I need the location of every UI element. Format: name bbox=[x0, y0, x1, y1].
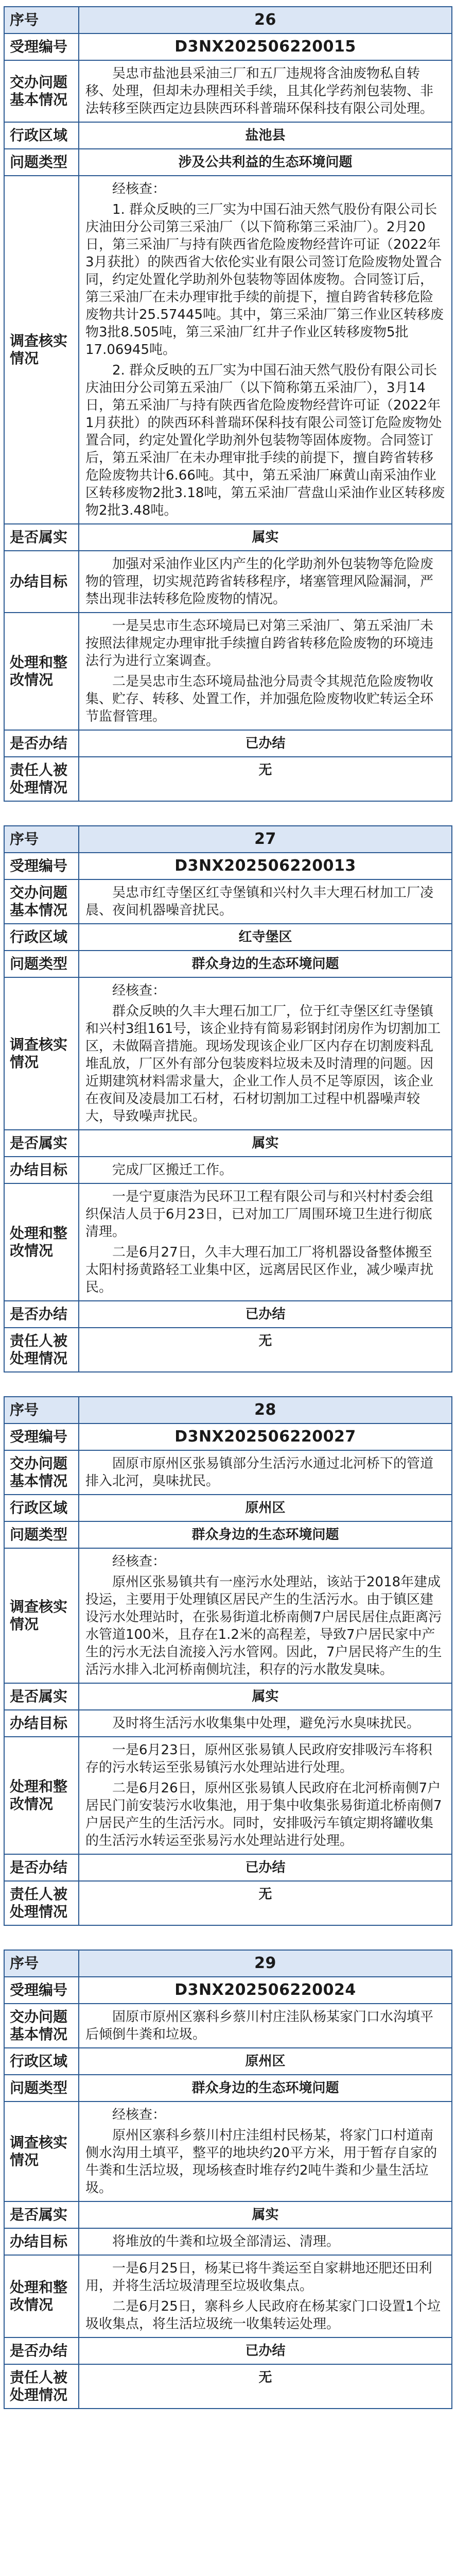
region-value: 原州区 bbox=[245, 1500, 286, 1516]
valid-row bbox=[5, 1683, 451, 1709]
closed-label: 是否办结 bbox=[5, 1301, 79, 1327]
accountability-label: 责任人被处理情况 bbox=[5, 1882, 79, 1925]
code-value: D3NX202506220027 bbox=[174, 1428, 356, 1446]
closed-label: 是否办结 bbox=[5, 2338, 79, 2364]
closed-value: 已办结 bbox=[245, 736, 286, 751]
closed-value: 已办结 bbox=[245, 2343, 286, 2359]
region-label: 行政区域 bbox=[5, 123, 79, 148]
survey-label: 调查核实情况 bbox=[5, 2102, 79, 2201]
survey-value bbox=[79, 1549, 451, 1683]
valid-label: 是否属实 bbox=[5, 2202, 79, 2228]
goal-row bbox=[5, 2228, 451, 2255]
category-row bbox=[5, 2074, 451, 2101]
rectify-para: 二是吴忠市生态环境局盐池分局责令其规范危险废物收集、贮存、转移、处置工作，并加强危险废物收贮转运全环节监督管理。 bbox=[85, 674, 434, 724]
survey-label: 调查核实情况 bbox=[5, 176, 79, 523]
basic-row bbox=[5, 60, 451, 122]
category-label: 问题类型 bbox=[5, 1522, 79, 1548]
accountability-row bbox=[5, 1327, 451, 1371]
valid-label: 是否属实 bbox=[5, 1130, 79, 1156]
rectify-para: 二是6月27日，久丰大理石加工厂将机器设备整体搬至太阳村扬黄路轻工业集中区，远离居民区作业，减少噪声扰民。 bbox=[85, 1245, 434, 1295]
goal-text: 及时将生活污水收集集中处理，避免污水臭味扰民。 bbox=[112, 1716, 420, 1731]
goal-text: 加强对采油作业区内产生的化学助剂外包装物等危险废物的管理，切实规范跨省转移程序，堵塞管理风险漏洞，严禁出现非法转移危险废物的情况。 bbox=[85, 556, 434, 607]
accountability-value: 无 bbox=[258, 762, 272, 778]
category-label: 问题类型 bbox=[5, 951, 79, 977]
goal-text: 完成厂区搬迁工作。 bbox=[112, 1162, 233, 1178]
basic-value bbox=[79, 880, 451, 923]
code-label: 受理编号 bbox=[5, 853, 79, 879]
accountability-value: 无 bbox=[258, 1333, 272, 1349]
rectify-value bbox=[79, 2256, 451, 2337]
goal-text: 将堆放的牛粪和垃圾全部清运、清理。 bbox=[112, 2234, 340, 2249]
survey-para: 经核查： bbox=[112, 181, 166, 197]
survey-para: 原州区寨科乡蔡川村庄洼组村民杨某，将家门口村道南侧水沟用土填平，整平的地块约20平方米，用于暂存自家的牛粪和生活垃圾，现场核查时堆存约2吨牛粪和少量生活垃圾。 bbox=[85, 2128, 437, 2196]
survey-para: 经核查： bbox=[112, 2107, 166, 2123]
basic-text: 固原市原州区寨科乡蔡川村庄洼队杨某家门口水沟填平后倾倒牛粪和垃圾。 bbox=[85, 2009, 434, 2042]
goal-label: 办结目标 bbox=[5, 2229, 79, 2255]
survey-value bbox=[79, 176, 451, 523]
rectify-row bbox=[5, 612, 451, 730]
category-label: 问题类型 bbox=[5, 2075, 79, 2101]
code-value: D3NX202506220015 bbox=[174, 38, 356, 56]
accountability-value: 无 bbox=[258, 1887, 272, 1902]
survey-para: 1. 群众反映的三厂实为中国石油天然气股份有限公司长庆油田分公司第三采油厂（以下简称第三采油厂）。2月20日，第三采油厂与持有陕西省危险废物经营许可证（2022年3月获批）的陕西省大依伦实业有限公司签订危险废物处置合同，约定处置化学助剂外包装物等固体废物。合同签订后，第三采油厂在未办理审批手续的前提下，擅自跨省转移危险废物共计25.57445吨。其中，第三采油厂第三作业区转移废物3批8.505吨，第三采油厂红井子作业区转移废物5批17.06945吨。 bbox=[85, 202, 444, 358]
seq-label: 序号 bbox=[5, 826, 79, 852]
category-row bbox=[5, 950, 451, 977]
closed-row bbox=[5, 1300, 451, 1327]
survey-row bbox=[5, 175, 451, 523]
valid-row bbox=[5, 2201, 451, 2228]
code-value: D3NX202506220024 bbox=[174, 1981, 356, 1999]
accountability-value: 无 bbox=[258, 2370, 272, 2385]
survey-value bbox=[79, 978, 451, 1129]
seq-value: 29 bbox=[79, 1951, 451, 1976]
survey-label: 调查核实情况 bbox=[5, 978, 79, 1129]
basic-text: 吴忠市盐池县采油三厂和五厂违规将含油废物私自转移、处理，但却未办理相关手续，且其化学药剂包装物、非法转移至陕西定边县陕西环科普瑞环保科技有限公司处理。 bbox=[85, 66, 434, 116]
code-row bbox=[5, 1423, 451, 1450]
closed-value: 已办结 bbox=[245, 1860, 286, 1875]
category-value: 群众身边的生态环境问题 bbox=[191, 2080, 339, 2096]
valid-row bbox=[5, 523, 451, 550]
closed-row bbox=[5, 2337, 451, 2364]
basic-label: 交办问题基本情况 bbox=[5, 880, 79, 923]
survey-row bbox=[5, 2101, 451, 2201]
code-row bbox=[5, 33, 451, 60]
seq-label: 序号 bbox=[5, 1397, 79, 1423]
survey-para: 原州区张易镇共有一座污水处理站，该站于2018年建成投运，主要用于处理镇区居民产生的生活污水。由于镇区建设污水处理站时，在张易街道北桥南侧7户居民居住点距离污水管道100米，且存在1.2米的高程差，导致7户居民家中产生的污水无法自流接入污水管网。因此，7户居民将产生的生活污水排入北河桥南侧坑洼，积存的污水散发臭味。 bbox=[85, 1574, 442, 1677]
valid-row bbox=[5, 1129, 451, 1156]
seq-value: 27 bbox=[79, 826, 451, 852]
seq-row bbox=[5, 1951, 451, 1976]
closed-value: 已办结 bbox=[245, 1307, 286, 1322]
region-row bbox=[5, 1494, 451, 1521]
survey-row bbox=[5, 1548, 451, 1683]
code-value: D3NX202506220013 bbox=[174, 857, 356, 875]
code-row bbox=[5, 1976, 451, 2003]
region-label: 行政区域 bbox=[5, 1495, 79, 1521]
case-record-26 bbox=[4, 6, 452, 802]
valid-label: 是否属实 bbox=[5, 1684, 79, 1709]
seq-value: 26 bbox=[79, 7, 451, 33]
basic-value bbox=[79, 2004, 451, 2047]
valid-value: 属实 bbox=[252, 530, 279, 545]
rectify-value bbox=[79, 613, 451, 730]
accountability-row bbox=[5, 756, 451, 801]
code-label: 受理编号 bbox=[5, 34, 79, 60]
region-row bbox=[5, 122, 451, 148]
survey-para: 经核查： bbox=[112, 1554, 166, 1569]
basic-text: 吴忠市红寺堡区红寺堡镇和兴村久丰大理石材加工厂凌晨、夜间机器噪音扰民。 bbox=[85, 885, 434, 918]
rectify-label: 处理和整改情况 bbox=[5, 2256, 79, 2337]
region-label: 行政区域 bbox=[5, 2048, 79, 2074]
accountability-row bbox=[5, 2364, 451, 2408]
closed-label: 是否办结 bbox=[5, 731, 79, 756]
survey-row bbox=[5, 977, 451, 1129]
rectify-para: 二是6月25日，寨科乡人民政府在杨某家门口设置1个垃圾收集点，将生活垃圾统一收集转运处理。 bbox=[85, 2299, 441, 2332]
basic-row bbox=[5, 1450, 451, 1494]
goal-value bbox=[79, 1710, 451, 1736]
closed-row bbox=[5, 1854, 451, 1880]
goal-label: 办结目标 bbox=[5, 1157, 79, 1183]
code-label: 受理编号 bbox=[5, 1977, 79, 2003]
category-row bbox=[5, 1521, 451, 1548]
rectify-label: 处理和整改情况 bbox=[5, 1737, 79, 1854]
code-label: 受理编号 bbox=[5, 1424, 79, 1450]
goal-label: 办结目标 bbox=[5, 551, 79, 612]
basic-row bbox=[5, 2003, 451, 2047]
rectify-value bbox=[79, 1184, 451, 1300]
seq-row bbox=[5, 7, 451, 33]
category-value: 群众身边的生态环境问题 bbox=[191, 1527, 339, 1543]
goal-label: 办结目标 bbox=[5, 1710, 79, 1736]
rectify-para: 一是6月25日，杨某已将牛粪运至自家耕地还肥还田利用，并将生活垃圾清理至垃圾收集点。 bbox=[85, 2261, 432, 2294]
rectify-value bbox=[79, 1737, 451, 1854]
basic-label: 交办问题基本情况 bbox=[5, 61, 79, 122]
category-value: 涉及公共利益的生态环境问题 bbox=[178, 155, 353, 170]
rectify-para: 一是宁夏康浩为民环卫工程有限公司与和兴村村委会组织保洁人员于6月23日，已对加工厂周围环境卫生进行彻底清理。 bbox=[85, 1189, 434, 1240]
region-value: 盐池县 bbox=[245, 128, 286, 143]
goal-value bbox=[79, 2229, 451, 2255]
goal-row bbox=[5, 1709, 451, 1736]
region-row bbox=[5, 2047, 451, 2074]
rectify-label: 处理和整改情况 bbox=[5, 613, 79, 730]
basic-value bbox=[79, 61, 451, 122]
valid-value: 属实 bbox=[252, 2207, 279, 2223]
rectify-row bbox=[5, 1183, 451, 1300]
survey-para: 2. 群众反映的五厂实为中国石油天然气股份有限公司长庆油田分公司第五采油厂（以下简称第五采油厂），3月14日，第五采油厂与持有陕西省危险废物经营许可证（2022年1月获批）的陕西环科普瑞环保科技有限公司签订危险废物处置合同，约定处置化学助剂外包装物等固体废物。合同签订后，第五采油厂在未办理审批手续的前提下，擅自跨省转移危险废物共计6.66吨。其中，第五采油厂麻黄山南采油作业区转移废物2批3.18吨，第五采油厂营盘山采油作业区转移废物2批3.48吨。 bbox=[85, 363, 445, 518]
valid-value: 属实 bbox=[252, 1136, 279, 1151]
goal-row bbox=[5, 550, 451, 612]
closed-row bbox=[5, 730, 451, 756]
valid-label: 是否属实 bbox=[5, 524, 79, 550]
case-record-29 bbox=[4, 1950, 452, 2409]
survey-para: 群众反映的久丰大理石加工厂，位于红寺堡区红寺堡镇和兴村3组161号，该企业持有简易彩钢封闭房作为切割加工区，未做隔音措施。现场发现该企业厂区内存在切割废料乱堆乱放，厂区外有部分包装废料垃圾未及时清理的问题。因近期建筑材料需求量大，企业工作人员不足等原因，该企业在夜间及凌晨加工石材，石材切割加工过程中机器噪声较大，导致噪声扰民。 bbox=[85, 1004, 441, 1124]
accountability-label: 责任人被处理情况 bbox=[5, 1328, 79, 1371]
rectify-label: 处理和整改情况 bbox=[5, 1184, 79, 1300]
category-label: 问题类型 bbox=[5, 149, 79, 175]
basic-label: 交办问题基本情况 bbox=[5, 1451, 79, 1494]
basic-label: 交办问题基本情况 bbox=[5, 2004, 79, 2047]
rectify-para: 一是6月23日，原州区张易镇人民政府安排吸污车将积存的污水转运至张易镇污水处理站进行处理。 bbox=[85, 1742, 432, 1775]
case-record-27 bbox=[4, 825, 452, 1372]
basic-value bbox=[79, 1451, 451, 1494]
rectify-para: 一是吴忠市生态环境局已对第三采油厂、第五采油厂未按照法律规定办理审批手续擅自跨省转移危险废物的环境违法行为进行立案调查。 bbox=[85, 618, 434, 669]
valid-value: 属实 bbox=[252, 1689, 279, 1704]
seq-label: 序号 bbox=[5, 1951, 79, 1976]
rectify-para: 二是6月26日，原州区张易镇人民政府在北河桥南侧7户居民门前安装污水收集池，用于集中收集张易街道北桥南侧7户居民产生的生活污水。同时，安排吸污车镇定期将罐收集的生活污水转运至张易污水处理站进行处理。 bbox=[85, 1781, 442, 1849]
code-row bbox=[5, 852, 451, 879]
accountability-row bbox=[5, 1880, 451, 1925]
seq-value: 28 bbox=[79, 1397, 451, 1423]
region-value: 红寺堡区 bbox=[238, 929, 292, 945]
category-row bbox=[5, 148, 451, 175]
closed-label: 是否办结 bbox=[5, 1855, 79, 1880]
goal-row bbox=[5, 1156, 451, 1183]
seq-row bbox=[5, 826, 451, 852]
region-row bbox=[5, 923, 451, 950]
accountability-label: 责任人被处理情况 bbox=[5, 757, 79, 801]
accountability-label: 责任人被处理情况 bbox=[5, 2365, 79, 2408]
region-value: 原州区 bbox=[245, 2054, 286, 2069]
category-value: 群众身边的生态环境问题 bbox=[191, 956, 339, 972]
case-record-28 bbox=[4, 1396, 452, 1926]
rectify-row bbox=[5, 1736, 451, 1854]
goal-value bbox=[79, 551, 451, 612]
survey-label: 调查核实情况 bbox=[5, 1549, 79, 1683]
survey-value bbox=[79, 2102, 451, 2201]
rectify-row bbox=[5, 2255, 451, 2337]
seq-label: 序号 bbox=[5, 7, 79, 33]
basic-row bbox=[5, 879, 451, 923]
goal-value bbox=[79, 1157, 451, 1183]
seq-row bbox=[5, 1397, 451, 1423]
region-label: 行政区域 bbox=[5, 924, 79, 950]
basic-text: 固原市原州区张易镇部分生活污水通过北河桥下的管道排入北河，臭味扰民。 bbox=[85, 1456, 434, 1489]
survey-para: 经核查： bbox=[112, 983, 166, 998]
